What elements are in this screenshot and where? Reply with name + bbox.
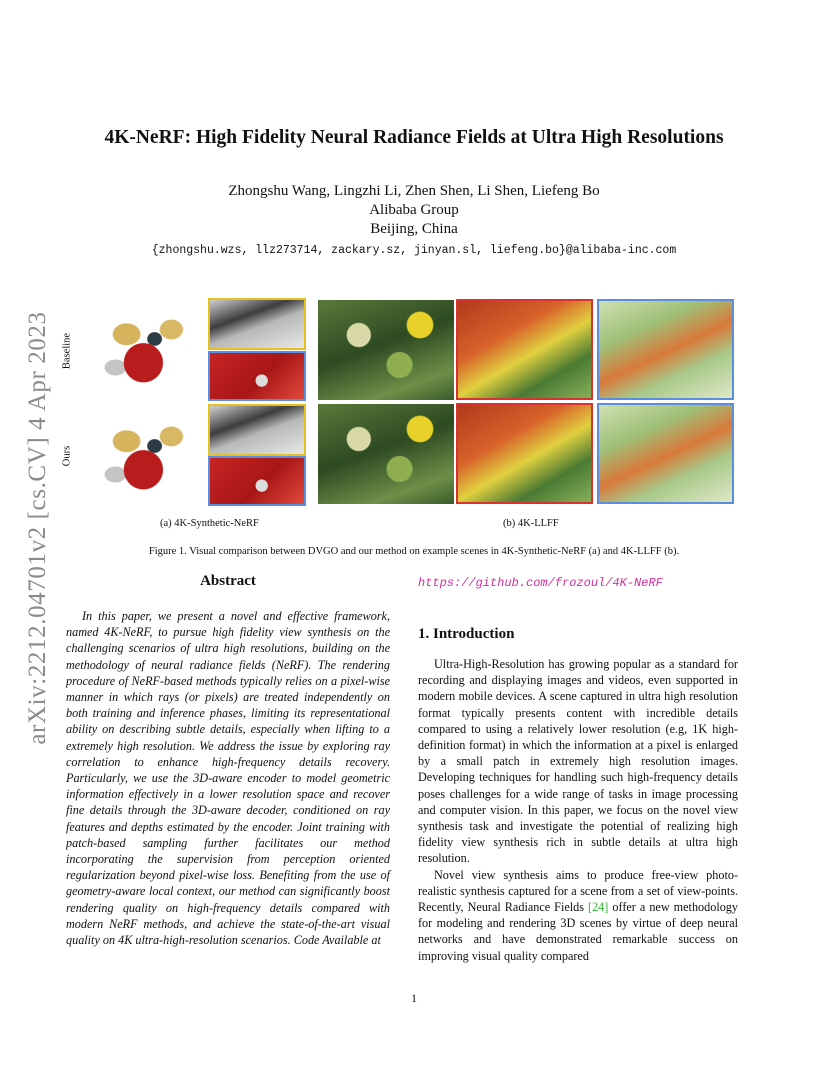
leaf-zoom-baseline-image <box>456 299 593 400</box>
author-location: Beijing, China <box>370 221 458 237</box>
drum-zoom-baseline-image <box>208 351 306 401</box>
figure-caption: Figure 1. Visual comparison between DVGO and our method on example scenes in 4K-Synthetic-NeRF (a) and 4K-LLFF (b). <box>148 546 680 557</box>
green-zoom-ours-image <box>597 403 734 504</box>
page-number: 1 <box>411 991 417 1005</box>
arxiv-identifier-text: arXiv:2212.04701v2 [cs.CV] 4 Apr 2023 <box>24 310 51 745</box>
introduction-heading: 1. Introduction <box>418 626 515 642</box>
introduction-paragraph-1: Ultra-High-Resolution has growing popular as a standard for recording and displaying images and videos, even supported in modern mobile devices. A scene captured in ultra high resolution format typically presents content with incredible details compared to using a relatively lower resolution (e.g, 1K high-definition format) in which the information at a pixel is enlarged by a small patch in extremely high resolution images. Developing techniques for handling such high-frequency details poses challenges for a wide range of tasks in image processing and computer vision. In this paper, we focus on the novel view synthesis task and investigate the potential of realizing high fidelity view synthesis rich in subtle details at ultra high resolution. <box>418 657 738 866</box>
leaf-zoom-ours-image <box>456 403 593 504</box>
arxiv-identifier-stamp <box>18 290 58 765</box>
forest-ours-image <box>318 404 454 504</box>
author-emails: {zhongshu.wzs, llz273714, zackary.sz, jinyan.sl, liefeng.bo}@alibaba-inc.com <box>151 244 677 257</box>
code-repository-link[interactable]: https://github.com/frozoul/4K-NeRF <box>418 576 663 590</box>
author-names: Zhongshu Wang, Lingzhi Li, Zhen Shen, Li Shen, Liefeng Bo <box>228 183 600 199</box>
row-label-ours: Ours <box>61 445 73 467</box>
introduction-body <box>418 656 738 964</box>
teaser-figure <box>60 296 740 511</box>
abstract-text: In this paper, we present a novel and effective framework, named 4K-NeRF, to pursue high fidelity view synthesis on the challenging scenarios of ultra high resolutions, building on the methodology of neural radiance fields (NeRF). The rendering procedure of NeRF-based methods typically relies on a pixel-wise manner in which rays (or pixels) are treated independently on both training and inference phases, limiting its representational ability on describing subtle details, especially when lifting to a extremely high resolution. We address the issue by exploring ray correlation to enhance high-frequency details recovery. Particularly, we use the 3D-aware encoder to model geometric information effectively in a lower resolution space and recover fine details through the 3D-aware decoder, conditioned on ray features and depths estimated by the encoder. Joint training with patch-based sampling further facilitates our method incorporating the supervision from perception oriented regularization beyond pixel-wise loss. Benefiting from the use of geometry-aware local context, our method can significantly boost rendering quality on high-frequency details compared with modern NeRF methods, and achieve the state-of-the-art visual quality on 4K ultra-high-resolution scenarios. Code Available at <box>66 609 390 948</box>
author-affiliation: Alibaba Group <box>369 202 459 218</box>
drum-zoom-ours-image <box>208 456 306 506</box>
paper-title: 4K-NeRF: High Fidelity Neural Radiance Fields at Ultra High Resolutions <box>104 127 724 148</box>
pedal-zoom-ours-image <box>208 404 306 456</box>
green-zoom-baseline-image <box>597 299 734 400</box>
pedal-zoom-baseline-image <box>208 298 306 350</box>
subcaption-a: (a) 4K-Synthetic-NeRF <box>160 518 259 529</box>
author-block <box>0 182 828 260</box>
subcaption-b: (b) 4K-LLFF <box>503 518 559 529</box>
introduction-paragraph-2: Novel view synthesis aims to produce free-view photo-realistic synthesis captured for a scene from a set of view-points. Recently, Neural Radiance Fields [24] offer a new methodology for modeling and rendering 3D scenes by virtue of deep neural networks and have demonstrated remarkable success on improving visual quality compared <box>418 867 738 963</box>
drums-ours-image <box>93 408 205 503</box>
drums-baseline-image <box>93 301 205 396</box>
abstract-heading: Abstract <box>200 573 256 589</box>
row-label-baseline: Baseline <box>61 332 73 370</box>
citation-link[interactable]: [24] <box>588 900 609 915</box>
forest-baseline-image <box>318 300 454 400</box>
